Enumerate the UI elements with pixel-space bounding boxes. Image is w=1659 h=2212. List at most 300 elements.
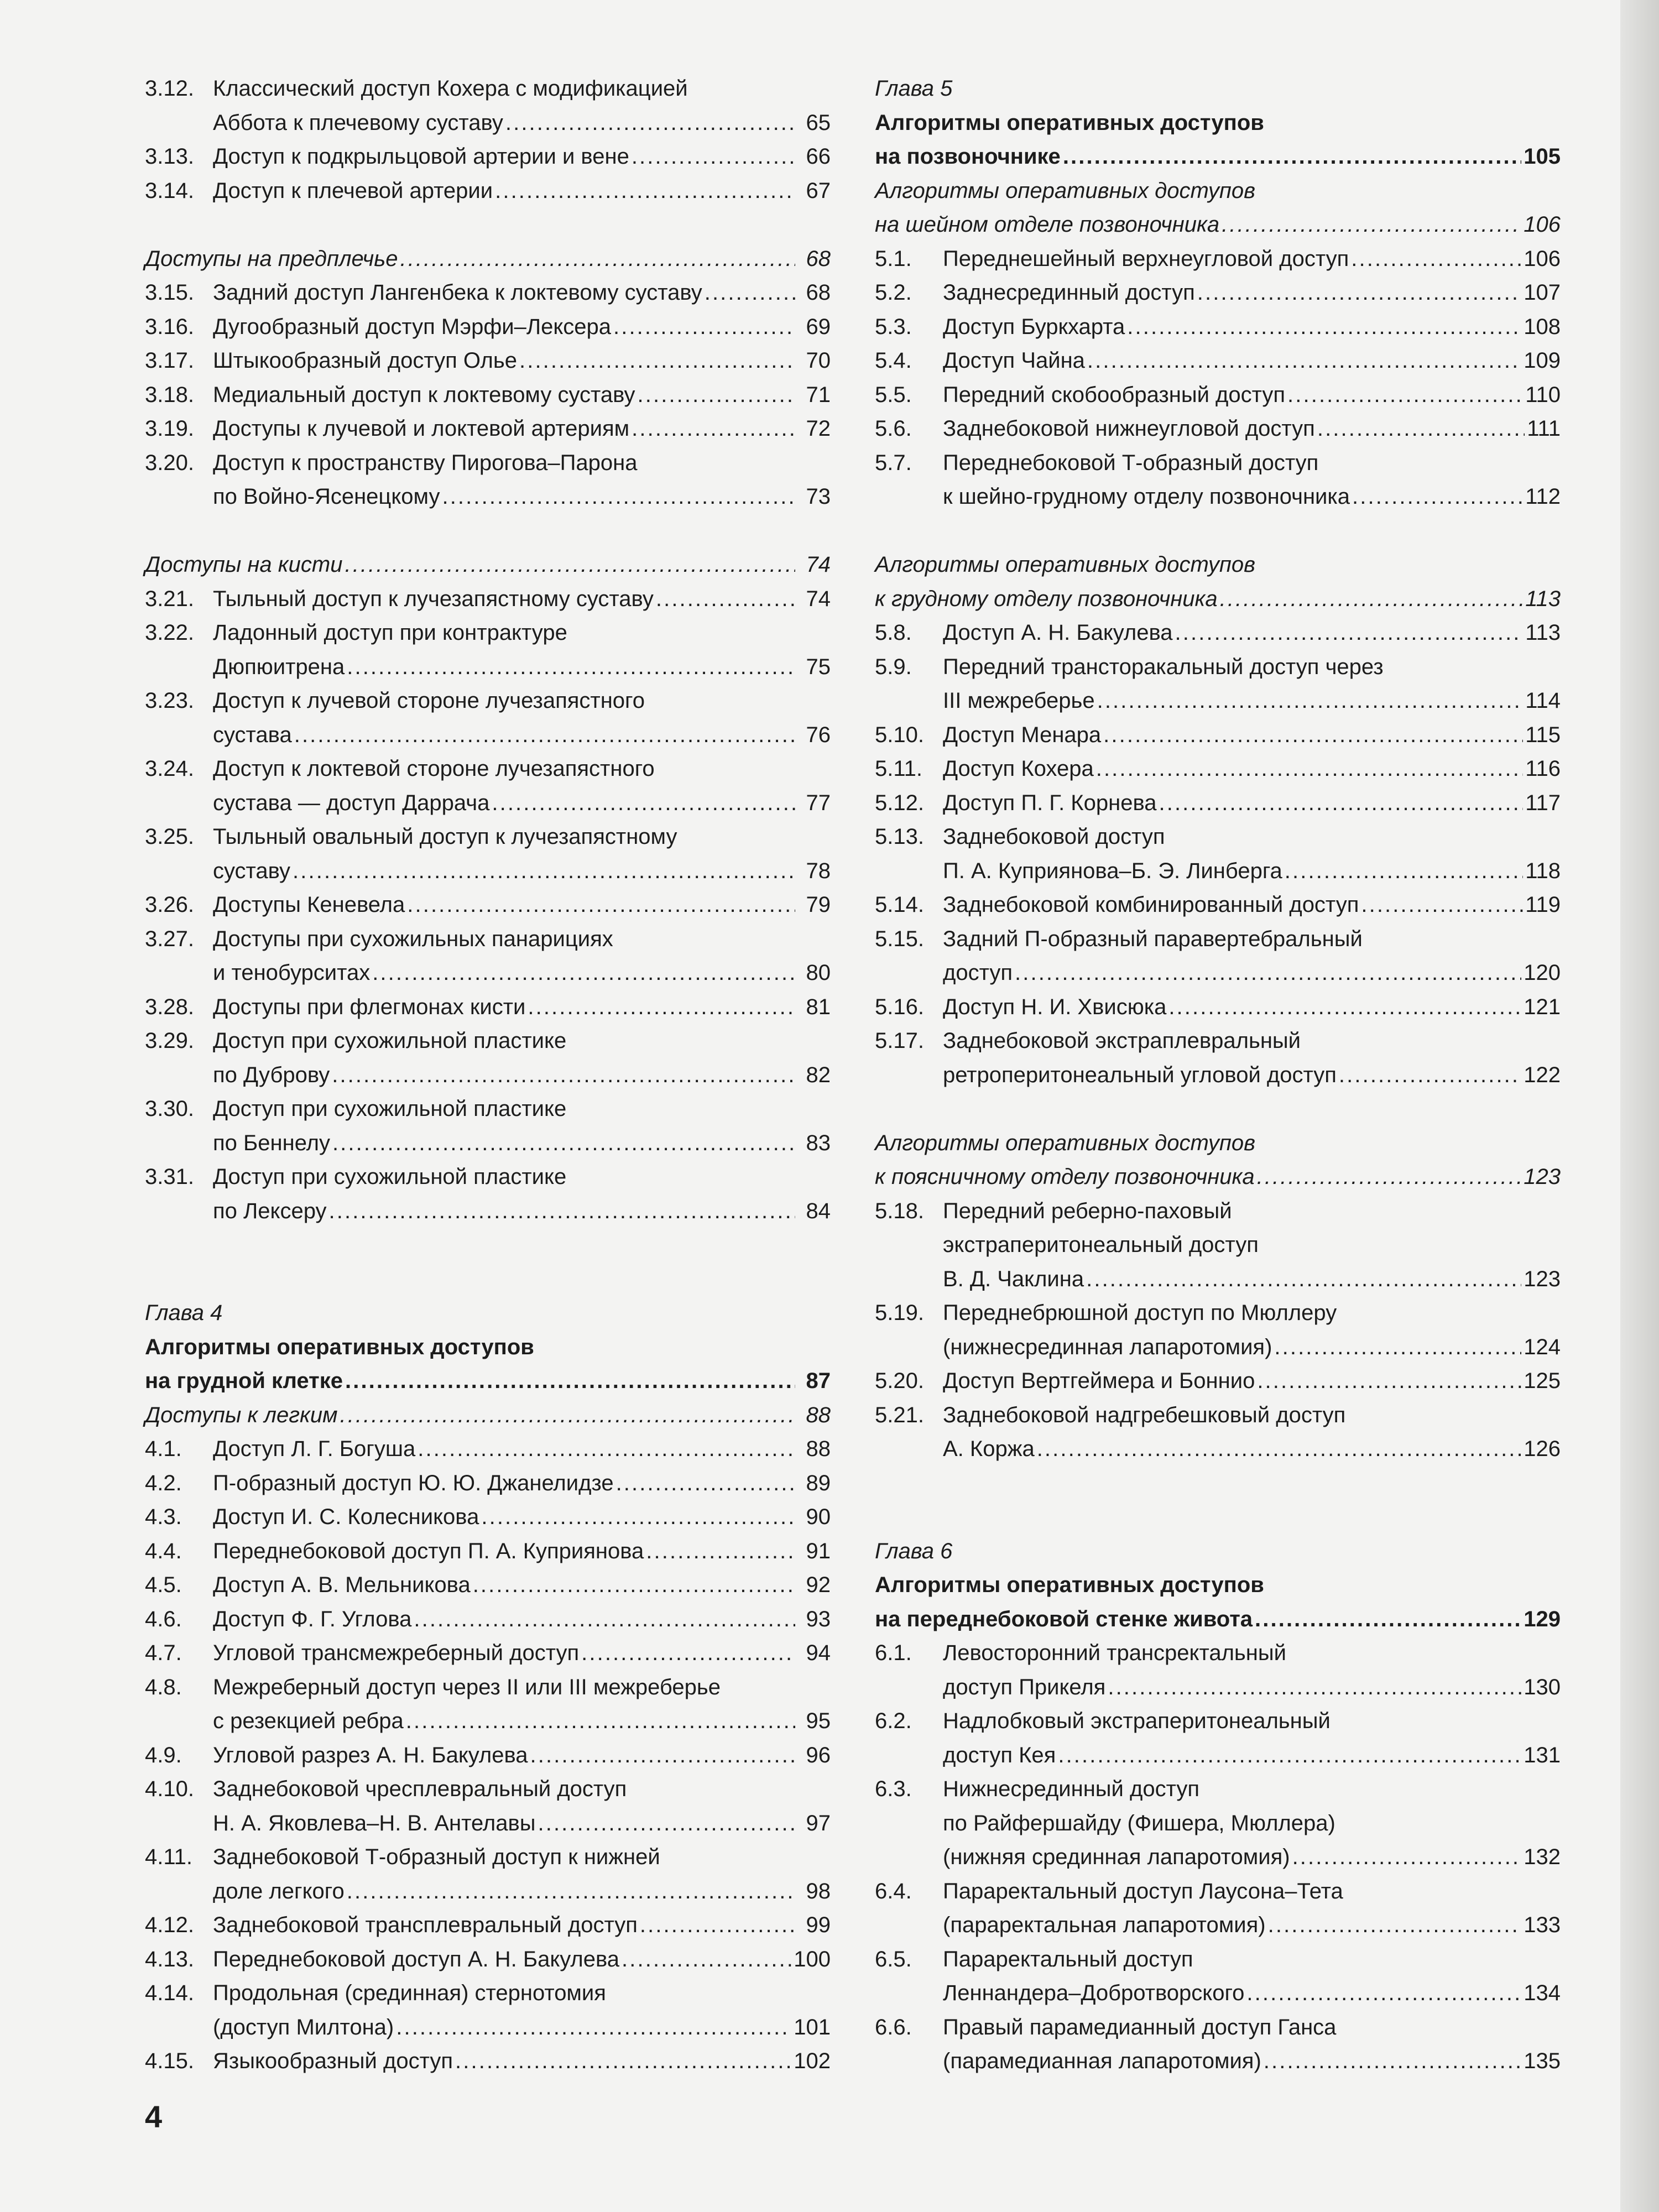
toc-entry	[875, 378, 1561, 413]
entry-number: 6.2.	[875, 1709, 912, 1733]
toc-entry	[875, 684, 1561, 718]
dot-leader	[1103, 718, 1523, 753]
entry-page-number: 80	[806, 961, 831, 985]
entry-number: 4.2.	[145, 1470, 182, 1495]
dot-leader	[294, 718, 795, 753]
dot-leader	[329, 1194, 795, 1229]
entry-number: 5.19.	[875, 1301, 924, 1325]
toc-entry	[145, 1126, 831, 1161]
toc-entry	[875, 1364, 1561, 1399]
entry-page-number: 116	[1525, 757, 1561, 781]
dot-leader	[632, 140, 795, 174]
entry-page-number: 87	[806, 1369, 831, 1393]
entry-page-number: 121	[1524, 994, 1561, 1019]
spacer	[875, 1467, 1561, 1501]
entry-title: Доступ Н. И. Хвисюка	[943, 994, 1167, 1019]
entry-title: доступ Прикеля	[943, 1674, 1106, 1699]
toc-entry	[875, 650, 1561, 685]
entry-page-number: 123	[1524, 1165, 1561, 1189]
section-heading	[875, 548, 1561, 582]
toc-entry	[145, 174, 831, 208]
entry-title: Задний П-образный паравертебральный	[943, 926, 1363, 951]
spacer	[145, 1262, 831, 1297]
toc-entry	[875, 1296, 1561, 1331]
toc-entry	[145, 140, 831, 174]
toc-entry	[875, 956, 1561, 990]
toc-entry	[875, 480, 1561, 514]
toc-entry	[145, 1704, 831, 1739]
entry-title: Заднесрединный доступ	[943, 280, 1195, 305]
entry-page-number: 72	[806, 416, 831, 441]
page-edge-shadow	[1620, 0, 1659, 2212]
entry-number: 3.24.	[145, 757, 194, 781]
toc-entry	[145, 310, 831, 345]
toc-entry	[145, 1568, 831, 1603]
dot-leader	[616, 1467, 795, 1501]
toc-entry	[145, 616, 831, 650]
entry-page-number: 114	[1525, 688, 1561, 713]
toc-entry	[875, 1671, 1561, 1705]
entry-page-number: 89	[806, 1470, 831, 1495]
section-heading-text: Алгоритмы оперативных доступов	[875, 552, 1256, 577]
entry-title: Заднебоковой трансплевральный доступ	[213, 1913, 638, 1937]
entry-title: Доступ Чайна	[943, 348, 1085, 373]
chapter-title-text: на позвоночнике	[875, 144, 1061, 169]
entry-title: Нижнесрединный доступ	[943, 1777, 1200, 1801]
entry-title: Медиальный доступ к локтевому суставу	[213, 382, 635, 407]
dot-leader	[407, 888, 795, 922]
entry-number: 4.11.	[145, 1845, 192, 1869]
entry-number: 5.11.	[875, 757, 922, 781]
dot-leader	[396, 2011, 791, 2045]
toc-entry	[875, 1636, 1561, 1671]
toc-entry	[145, 72, 831, 106]
toc-entry	[875, 1228, 1561, 1262]
spacer	[875, 1500, 1561, 1535]
entry-title: Дугообразный доступ Мэрфи–Лексера	[213, 314, 611, 339]
entry-page-number: 76	[806, 722, 831, 747]
entry-title: Угловой трансмежреберный доступ	[213, 1641, 580, 1665]
entry-title: Штыкообразный доступ Олье	[213, 348, 517, 373]
section-heading-text: Алгоритмы оперативных доступов	[875, 178, 1256, 203]
toc-entry	[145, 276, 831, 310]
toc-entry	[145, 1500, 831, 1535]
entry-title: доле легкого	[213, 1879, 345, 1903]
dot-leader	[1257, 1364, 1521, 1399]
entry-title: Доступ Вертгеймера и Боннио	[943, 1369, 1255, 1393]
entry-page-number: 71	[806, 382, 831, 407]
dot-leader	[1097, 684, 1524, 718]
entry-page-number: 68	[806, 246, 831, 271]
toc-entry	[875, 616, 1561, 650]
entry-page-number: 110	[1525, 382, 1561, 407]
page-number: 4	[145, 2099, 163, 2134]
entry-page-number: 135	[1524, 2049, 1561, 2073]
toc-entry	[875, 1943, 1561, 1977]
dot-leader	[538, 1807, 795, 1841]
entry-page-number: 88	[806, 1437, 831, 1461]
dot-leader	[1268, 1908, 1522, 1943]
entry-page-number: 107	[1524, 280, 1561, 305]
entry-page-number: 129	[1524, 1606, 1561, 1631]
dot-leader	[1317, 412, 1525, 446]
toc-entry	[145, 1636, 831, 1671]
toc-entry	[145, 650, 831, 685]
entry-title: Переднешейный верхнеугловой доступ	[943, 246, 1349, 271]
entry-title: экстраперитонеальный доступ	[943, 1233, 1259, 1257]
section-heading	[875, 1126, 1561, 1161]
toc-entry	[875, 1194, 1561, 1229]
entry-title: к шейно-грудному отделу позвоночника	[943, 484, 1350, 509]
entry-number: 5.2.	[875, 280, 912, 305]
entry-number: 4.6.	[145, 1606, 182, 1631]
toc-entry	[145, 480, 831, 514]
entry-title: Ладонный доступ при контрактуре	[213, 620, 567, 645]
entry-number: 3.23.	[145, 688, 194, 713]
entry-number: 3.18.	[145, 382, 194, 407]
toc-entry	[145, 1976, 831, 2011]
entry-number: 4.10.	[145, 1777, 194, 1801]
toc-entry	[145, 446, 831, 481]
entry-title: Доступ А. Н. Бакулева	[943, 620, 1173, 645]
entry-title: Заднебоковой нижнеугловой доступ	[943, 416, 1315, 441]
section-heading	[875, 1160, 1561, 1194]
dot-leader	[345, 1364, 795, 1399]
entry-title: Доступы Кеневела	[213, 893, 405, 917]
dot-leader	[622, 1943, 791, 1977]
toc-entry	[145, 1875, 831, 1909]
toc-entry	[875, 1432, 1561, 1467]
entry-title: Переднебоковой доступ А. Н. Бакулева	[213, 1947, 620, 1971]
dot-leader	[528, 990, 795, 1025]
dot-leader	[1108, 1671, 1521, 1705]
section-heading-text: к поясничному отделу позвоночника	[875, 1165, 1255, 1189]
dot-leader	[347, 650, 795, 685]
toc-entry	[145, 854, 831, 889]
section-heading-text: Алгоритмы оперативных доступов	[875, 1130, 1256, 1155]
toc-entry	[875, 1875, 1561, 1909]
entry-number: 4.4.	[145, 1538, 182, 1563]
dot-leader	[656, 582, 795, 617]
entry-title: Доступ А. В. Мельникова	[213, 1573, 471, 1597]
toc-entry	[145, 106, 831, 140]
entry-page-number: 115	[1525, 722, 1561, 747]
entry-title: Доступ Менара	[943, 722, 1102, 747]
dot-leader	[332, 1058, 795, 1093]
entry-number: 5.4.	[875, 348, 912, 373]
entry-page-number: 70	[806, 348, 831, 373]
toc-entry	[145, 922, 831, 957]
toc-entry	[875, 786, 1561, 821]
entry-number: 4.1.	[145, 1437, 182, 1461]
entry-title: Передний трансторакальный доступ через	[943, 654, 1384, 679]
entry-number: 5.8.	[875, 620, 912, 645]
entry-number: 5.12.	[875, 790, 924, 815]
entry-page-number: 122	[1524, 1062, 1561, 1087]
chapter-title	[875, 106, 1561, 140]
entry-title: Тыльный доступ к лучезапястному суставу	[213, 586, 654, 611]
entry-title: Доступ к плечевой артерии	[213, 178, 493, 203]
entry-title: Заднебоковой комбинированный доступ	[943, 893, 1359, 917]
spacer	[875, 1092, 1561, 1126]
dot-leader	[332, 1126, 795, 1161]
toc-entry	[145, 1160, 831, 1194]
entry-page-number: 112	[1525, 484, 1561, 509]
entry-page-number: 134	[1524, 1981, 1561, 2005]
entry-number: 3.17.	[145, 348, 194, 373]
entry-title: сустава — доступ Даррача	[213, 790, 490, 815]
toc-entry	[875, 1058, 1561, 1093]
entry-page-number: 97	[806, 1811, 831, 1835]
entry-title: по Войно-Ясенецкому	[213, 484, 440, 509]
entry-page-number: 68	[806, 280, 831, 305]
entry-title: Доступ Кохера	[943, 757, 1094, 781]
entry-title: Доступ И. С. Колесникова	[213, 1505, 479, 1529]
toc-entry	[875, 1976, 1561, 2011]
dot-leader	[1015, 956, 1521, 990]
toc-entry	[145, 1739, 831, 1773]
entry-page-number: 83	[806, 1130, 831, 1155]
dot-leader	[705, 276, 795, 310]
entry-page-number: 91	[806, 1538, 831, 1563]
dot-leader	[1096, 752, 1524, 786]
spacer	[875, 514, 1561, 549]
entry-page-number: 102	[794, 2049, 831, 2073]
chapter-title-text: Алгоритмы оперативных доступов	[875, 110, 1264, 135]
toc-entry	[875, 1772, 1561, 1807]
entry-page-number: 120	[1524, 961, 1561, 985]
toc-entry	[145, 1671, 831, 1705]
entry-number: 5.5.	[875, 382, 912, 407]
toc-entry	[145, 1943, 831, 1977]
dot-leader	[1087, 344, 1521, 378]
entry-number: 3.14.	[145, 178, 194, 203]
toc-entry	[145, 990, 831, 1025]
entry-number: 5.6.	[875, 416, 912, 441]
toc-entry	[875, 752, 1561, 786]
chapter-label: Глава 4	[145, 1301, 223, 1325]
entry-number: 3.15.	[145, 280, 194, 305]
entry-page-number: 125	[1524, 1369, 1561, 1393]
chapter-title-text: Алгоритмы оперативных доступов	[875, 1573, 1264, 1597]
entry-number: 3.31.	[145, 1165, 194, 1189]
toc-entry	[145, 1772, 831, 1807]
dot-leader	[1361, 888, 1523, 922]
entry-number: 6.1.	[875, 1641, 912, 1665]
section-heading-text: Доступы на кисти	[145, 552, 343, 577]
toc-entry	[145, 1024, 831, 1058]
entry-page-number: 132	[1524, 1845, 1561, 1869]
entry-number: 3.30.	[145, 1097, 194, 1121]
dot-leader	[1197, 276, 1521, 310]
toc-entry	[145, 1092, 831, 1126]
entry-title: Задний доступ Лангенбека к локтевому суставу	[213, 280, 702, 305]
section-heading-text: Доступы к легким	[145, 1402, 338, 1427]
entry-page-number: 69	[806, 314, 831, 339]
entry-title: Доступ к локтевой стороне лучезапястного	[213, 757, 655, 781]
toc-entry	[145, 1467, 831, 1501]
entry-number: 4.13.	[145, 1947, 194, 1971]
dot-leader	[1257, 1160, 1522, 1194]
entry-page-number: 96	[806, 1743, 831, 1767]
entry-number: 4.3.	[145, 1505, 182, 1529]
toc-entry	[145, 1194, 831, 1229]
entry-number: 6.6.	[875, 2015, 912, 2039]
dot-leader	[640, 1908, 795, 1943]
entry-number: 5.1.	[875, 246, 912, 271]
entry-number: 5.21.	[875, 1402, 924, 1427]
entry-page-number: 100	[794, 1947, 831, 1971]
section-heading	[145, 1399, 831, 1433]
toc-entry	[875, 718, 1561, 753]
entry-number: 4.14.	[145, 1981, 194, 2005]
entry-title: и тенобурситах	[213, 961, 371, 985]
entry-title: Переднебрюшной доступ по Мюллеру	[943, 1301, 1337, 1325]
entry-page-number: 124	[1524, 1334, 1561, 1359]
entry-number: 3.28.	[145, 994, 194, 1019]
entry-title: Межреберный доступ через II или III межреберье	[213, 1674, 721, 1699]
entry-title: Доступ к подкрыльцовой артерии и вене	[213, 144, 629, 169]
dot-leader	[455, 2044, 791, 2079]
dot-leader	[1292, 1840, 1522, 1875]
entry-number: 3.16.	[145, 314, 194, 339]
entry-title: Тыльный овальный доступ к лучезапястному	[213, 825, 677, 849]
toc-entry	[875, 310, 1561, 345]
entry-title: по Дуброву	[213, 1062, 330, 1087]
entry-number: 6.3.	[875, 1777, 912, 1801]
toc-entry	[145, 1908, 831, 1943]
entry-page-number: 90	[806, 1505, 831, 1529]
entry-number: 5.20.	[875, 1369, 924, 1393]
dot-leader	[646, 1535, 795, 1569]
dot-leader	[1063, 140, 1521, 174]
entry-number: 3.27.	[145, 926, 194, 951]
dot-leader	[1264, 2044, 1521, 2079]
entry-page-number: 117	[1525, 790, 1561, 815]
entry-page-number: 95	[806, 1709, 831, 1733]
entry-title: (нижнесрединная лапаротомия)	[943, 1334, 1272, 1359]
dot-leader	[1037, 1432, 1522, 1467]
entry-title: Доступ при сухожильной пластике	[213, 1165, 567, 1189]
dot-leader	[492, 786, 795, 821]
entry-title: Доступ к пространству Пирогова–Парона	[213, 450, 638, 475]
dot-leader	[1168, 990, 1521, 1025]
entry-title: Классический доступ Кохера с модификацией	[213, 76, 688, 101]
entry-page-number: 77	[806, 790, 831, 815]
entry-title: Доступ к лучевой стороне лучезапястного	[213, 688, 645, 713]
entry-page-number: 119	[1525, 893, 1561, 917]
toc-entry	[875, 276, 1561, 310]
dot-leader	[418, 1432, 795, 1467]
entry-title: по Лексеру	[213, 1198, 327, 1223]
entry-number: 4.8.	[145, 1674, 182, 1699]
dot-leader	[345, 548, 795, 582]
dot-leader	[1352, 480, 1523, 514]
entry-number: 3.20.	[145, 450, 194, 475]
entry-page-number: 75	[806, 654, 831, 679]
entry-title: Доступ при сухожильной пластике	[213, 1029, 567, 1053]
entry-title: В. Д. Чаклина	[943, 1266, 1084, 1291]
dot-leader	[1274, 1331, 1521, 1365]
toc-entry	[145, 820, 831, 854]
entry-number: 5.16.	[875, 994, 924, 1019]
toc-entry	[145, 956, 831, 990]
section-heading	[875, 208, 1561, 242]
entry-page-number: 113	[1525, 586, 1561, 611]
dot-leader	[613, 310, 795, 345]
toc-entry	[875, 412, 1561, 446]
toc-entry	[145, 582, 831, 617]
toc-entry	[145, 1432, 831, 1467]
entry-number: 3.22.	[145, 620, 194, 645]
dot-leader	[406, 1704, 795, 1739]
entry-number: 3.26.	[145, 893, 194, 917]
toc-entry	[145, 1807, 831, 1841]
entry-page-number: 101	[794, 2015, 831, 2039]
entry-title: Заднебоковой доступ	[943, 825, 1165, 849]
entry-page-number: 65	[806, 110, 831, 135]
entry-title: Доступ Л. Г. Богуша	[213, 1437, 416, 1461]
entry-number: 5.17.	[875, 1029, 924, 1053]
dot-leader	[530, 1739, 795, 1773]
entry-number: 5.10.	[875, 722, 924, 747]
entry-title: Доступы к лучевой и локтевой артериям	[213, 416, 630, 441]
entry-number: 3.12.	[145, 76, 194, 101]
toc-entry	[145, 1535, 831, 1569]
toc-entry	[875, 1024, 1561, 1058]
chapter-title	[875, 1568, 1561, 1603]
entry-title: (параректальная лапаротомия)	[943, 1913, 1266, 1937]
entry-number: 6.5.	[875, 1947, 912, 1971]
entry-title: Доступ Буркхарта	[943, 314, 1125, 339]
toc-entry	[875, 990, 1561, 1025]
entry-title: Передний реберно-паховый	[943, 1198, 1232, 1223]
entry-page-number: 82	[806, 1062, 831, 1087]
entry-title: Дюпюитрена	[213, 654, 345, 679]
entry-page-number: 113	[1525, 620, 1561, 645]
dot-leader	[519, 344, 795, 378]
toc-entry	[875, 1331, 1561, 1365]
entry-page-number: 106	[1524, 212, 1561, 237]
dot-leader	[1285, 854, 1523, 889]
entry-title: III межреберье	[943, 688, 1095, 713]
entry-title: Надлобковый экстраперитонеальный	[943, 1709, 1331, 1733]
entry-page-number: 74	[806, 586, 831, 611]
toc-entry	[875, 2044, 1561, 2079]
section-heading	[145, 548, 831, 582]
chapter-title-text: на грудной клетке	[145, 1369, 343, 1393]
spacer	[145, 208, 831, 242]
dot-leader	[414, 1603, 795, 1637]
toc-entry	[875, 344, 1561, 378]
toc-entry	[145, 344, 831, 378]
chapter-title	[145, 1331, 831, 1365]
toc-entry	[875, 854, 1561, 889]
dot-leader	[1058, 1739, 1521, 1773]
entry-number: 5.9.	[875, 654, 912, 679]
entry-title: Доступ Ф. Г. Углова	[213, 1606, 412, 1631]
toc-entry	[145, 718, 831, 753]
section-heading	[875, 582, 1561, 617]
entry-page-number: 98	[806, 1879, 831, 1903]
section-heading-text: на шейном отделе позвоночника	[875, 212, 1220, 237]
entry-title: Переднебоковой доступ П. А. Куприянова	[213, 1538, 644, 1563]
entry-title: Заднебоковой чресплевральный доступ	[213, 1777, 627, 1801]
entry-page-number: 111	[1527, 416, 1561, 441]
toc-column-left	[145, 72, 831, 2079]
section-heading-text: Доступы на предплечье	[145, 246, 398, 271]
dot-leader	[638, 378, 795, 413]
